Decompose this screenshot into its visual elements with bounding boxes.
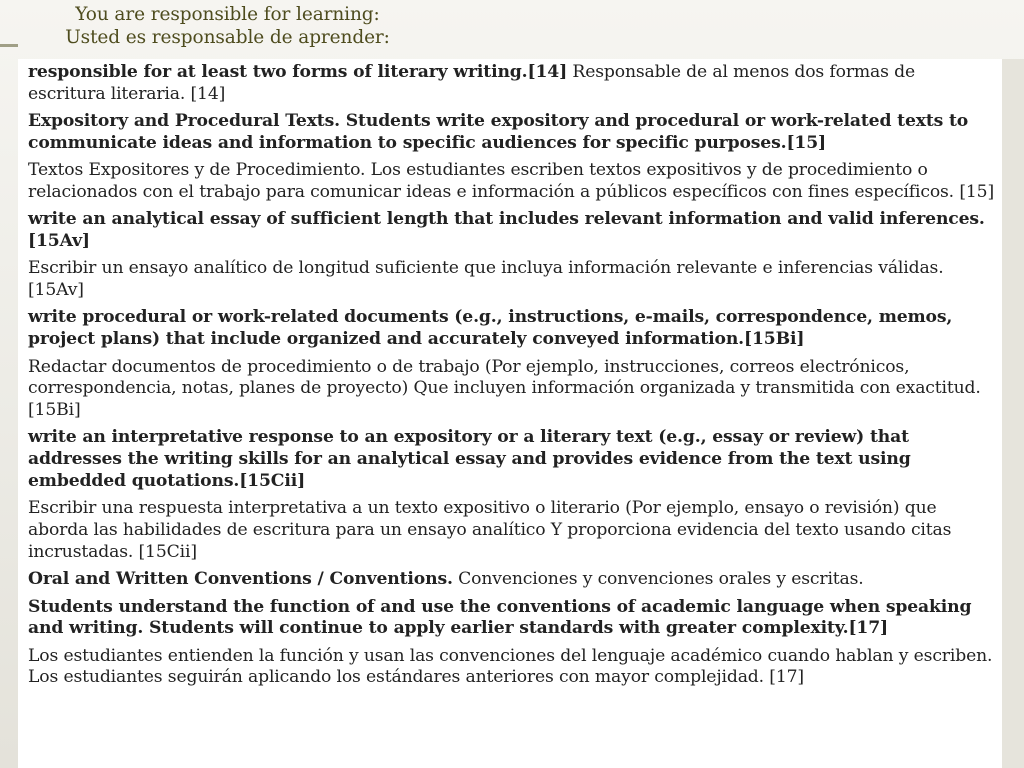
paragraph-bold-text: Oral and Written Conventions / Conventions. — [28, 569, 453, 590]
paragraph — [28, 209, 994, 253]
paragraph-normal-text: Los estudiantes entienden la función y usan las convenciones del lenguaje académico cuando hablan y escriben. Los estudiantes seguirán aplicando los estándares anteriores con mayor complejidad. [17] — [28, 645, 993, 688]
paragraph — [28, 427, 994, 492]
slide-title — [0, 3, 455, 49]
paragraph — [28, 258, 994, 302]
paragraph-bold-text: responsible for at least two forms of literary writing.[14] — [28, 62, 568, 82]
title-accent-bar — [0, 44, 18, 47]
paragraph — [28, 160, 994, 204]
paragraph-normal-text: Escribir un ensayo analítico de longitud suficiente que incluya información relevante e inferencias válidas. [15Av] — [28, 258, 944, 301]
paragraph — [28, 307, 994, 351]
paragraph-bold-text: Students understand the function of and use the conventions of academic language when speaking and writing. Students will continue to apply earlier standards with greater complexity.[17] — [28, 596, 972, 639]
paragraph-normal-text: Convenciones y convenciones orales y escritas. — [452, 569, 864, 590]
title-line-english: You are responsible for learning: — [75, 4, 380, 25]
paragraph — [28, 357, 994, 422]
paragraph-bold-text: write an analytical essay of sufficient length that includes relevant information and valid inferences.[15Av] — [28, 209, 985, 252]
title-line-spanish: Usted es responsable de aprender: — [65, 27, 390, 48]
paragraph-normal-text: Redactar documentos de procedimiento o de trabajo (Por ejemplo, instrucciones, correos electrónicos, correspondencia, notas, planes de proyecto) Que incluyen información organizada y transmitida con exactitud. [15Bi] — [28, 356, 981, 421]
paragraph-normal-text: Escribir una respuesta interpretativa a un texto expositivo o literario (Por ejemplo, ensayo o revisión) que aborda las habilidades de escritura para un ensayo analítico Y proporciona evidencia del texto usando citas incrustadas. [15Cii] — [28, 498, 952, 562]
paragraph — [28, 597, 994, 641]
content-panel-edge — [1002, 59, 1024, 768]
paragraph-bold-text: write an interpretative response to an expository or a literary text (e.g., essay or review) that addresses the writing skills for an analytical essay and provides evidence from the text using embedded quotations.[15Cii] — [28, 427, 911, 492]
paragraph-normal-text: Textos Expositores y de Procedimiento. Los estudiantes escriben textos expositivos y de procedimiento o relacionados con el trabajo para comunicar ideas e información a públicos específicos con fines específicos. [15] — [28, 160, 994, 202]
paragraph-normal-text: Responsable de al menos dos formas de escritura literaria. [14] — [28, 62, 915, 104]
paragraph — [28, 498, 994, 563]
paragraph — [28, 62, 994, 106]
paragraph — [28, 111, 994, 155]
paragraph — [28, 646, 994, 690]
paragraph-bold-text: write procedural or work-related documents (e.g., instructions, e-mails, correspondence, memos, project plans) that include organized and accurately conveyed information.[15Bi] — [28, 307, 953, 350]
paragraph-bold-text: Expository and Procedural Texts. Students write expository and procedural or work-related texts to communicate ideas and information to specific audiences for specific purposes.[15] — [28, 111, 969, 153]
paragraph — [28, 569, 994, 591]
content-text — [28, 62, 994, 695]
